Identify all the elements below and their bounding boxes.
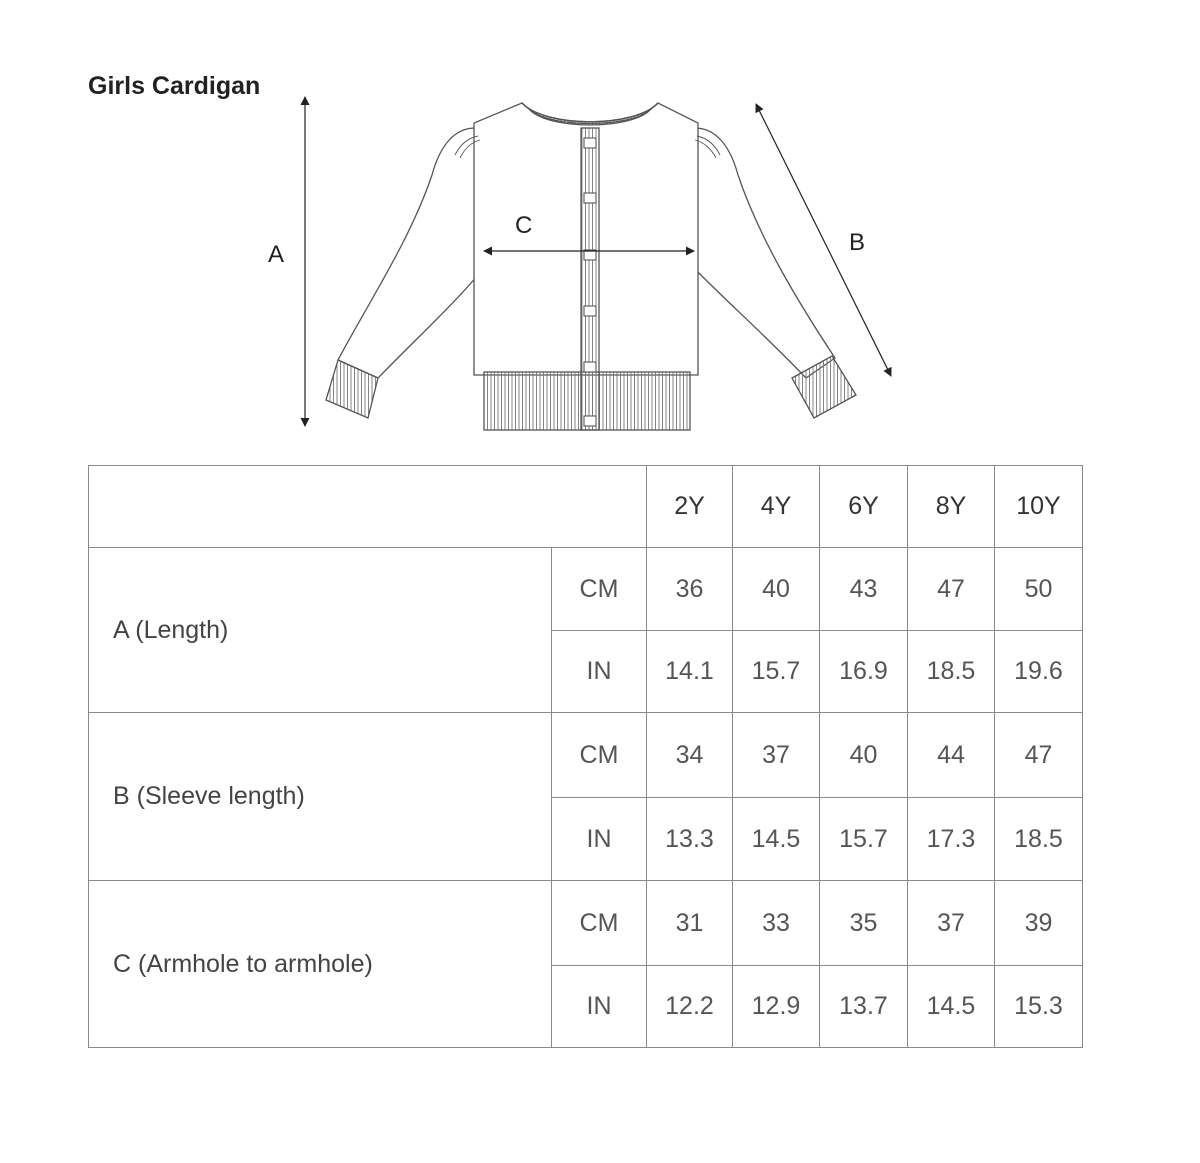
size-chart-table [88, 465, 1083, 1048]
value-cell: 40 [733, 548, 820, 631]
value-cell: 15.3 [995, 966, 1083, 1048]
size-header: 10Y [995, 466, 1083, 548]
label-b: B [849, 229, 866, 256]
label-c: C [515, 212, 533, 239]
value-cell: 37 [733, 713, 820, 798]
value-cell: 18.5 [995, 798, 1083, 881]
value-cell: 43 [820, 548, 908, 631]
unit-label: CM [552, 713, 647, 798]
value-cell: 47 [908, 548, 995, 631]
size-header: 6Y [820, 466, 908, 548]
value-cell: 12.9 [733, 966, 820, 1048]
value-cell: 18.5 [908, 631, 995, 713]
table-row [89, 548, 1083, 631]
label-a: A [268, 241, 285, 268]
unit-label: CM [552, 881, 647, 966]
value-cell: 17.3 [908, 798, 995, 881]
unit-label: IN [552, 966, 647, 1048]
value-cell: 47 [995, 713, 1083, 798]
value-cell: 12.2 [647, 966, 733, 1048]
size-header: 2Y [647, 466, 733, 548]
value-cell: 15.7 [733, 631, 820, 713]
value-cell: 14.5 [908, 966, 995, 1048]
value-cell: 37 [908, 881, 995, 966]
cardigan-illustration [326, 103, 856, 430]
page-title: Girls Cardigan [88, 72, 261, 100]
value-cell: 36 [647, 548, 733, 631]
value-cell: 44 [908, 713, 995, 798]
value-cell: 16.9 [820, 631, 908, 713]
header-empty-cell [89, 466, 647, 548]
value-cell: 39 [995, 881, 1083, 966]
value-cell: 15.7 [820, 798, 908, 881]
value-cell: 50 [995, 548, 1083, 631]
table-row [89, 713, 1083, 798]
measurement-label: A (Length) [89, 548, 552, 713]
value-cell: 13.7 [820, 966, 908, 1048]
measurement-label: C (Armhole to armhole) [89, 881, 552, 1048]
size-header-row [89, 466, 1083, 548]
value-cell: 31 [647, 881, 733, 966]
value-cell: 34 [647, 713, 733, 798]
size-header: 4Y [733, 466, 820, 548]
unit-label: IN [552, 631, 647, 713]
value-cell: 13.3 [647, 798, 733, 881]
value-cell: 14.1 [647, 631, 733, 713]
value-cell: 33 [733, 881, 820, 966]
value-cell: 14.5 [733, 798, 820, 881]
value-cell: 40 [820, 713, 908, 798]
value-cell: 35 [820, 881, 908, 966]
unit-label: IN [552, 798, 647, 881]
cardigan-diagram [0, 0, 1200, 460]
table-row [89, 881, 1083, 966]
unit-label: CM [552, 548, 647, 631]
size-header: 8Y [908, 466, 995, 548]
measurement-label: B (Sleeve length) [89, 713, 552, 881]
value-cell: 19.6 [995, 631, 1083, 713]
